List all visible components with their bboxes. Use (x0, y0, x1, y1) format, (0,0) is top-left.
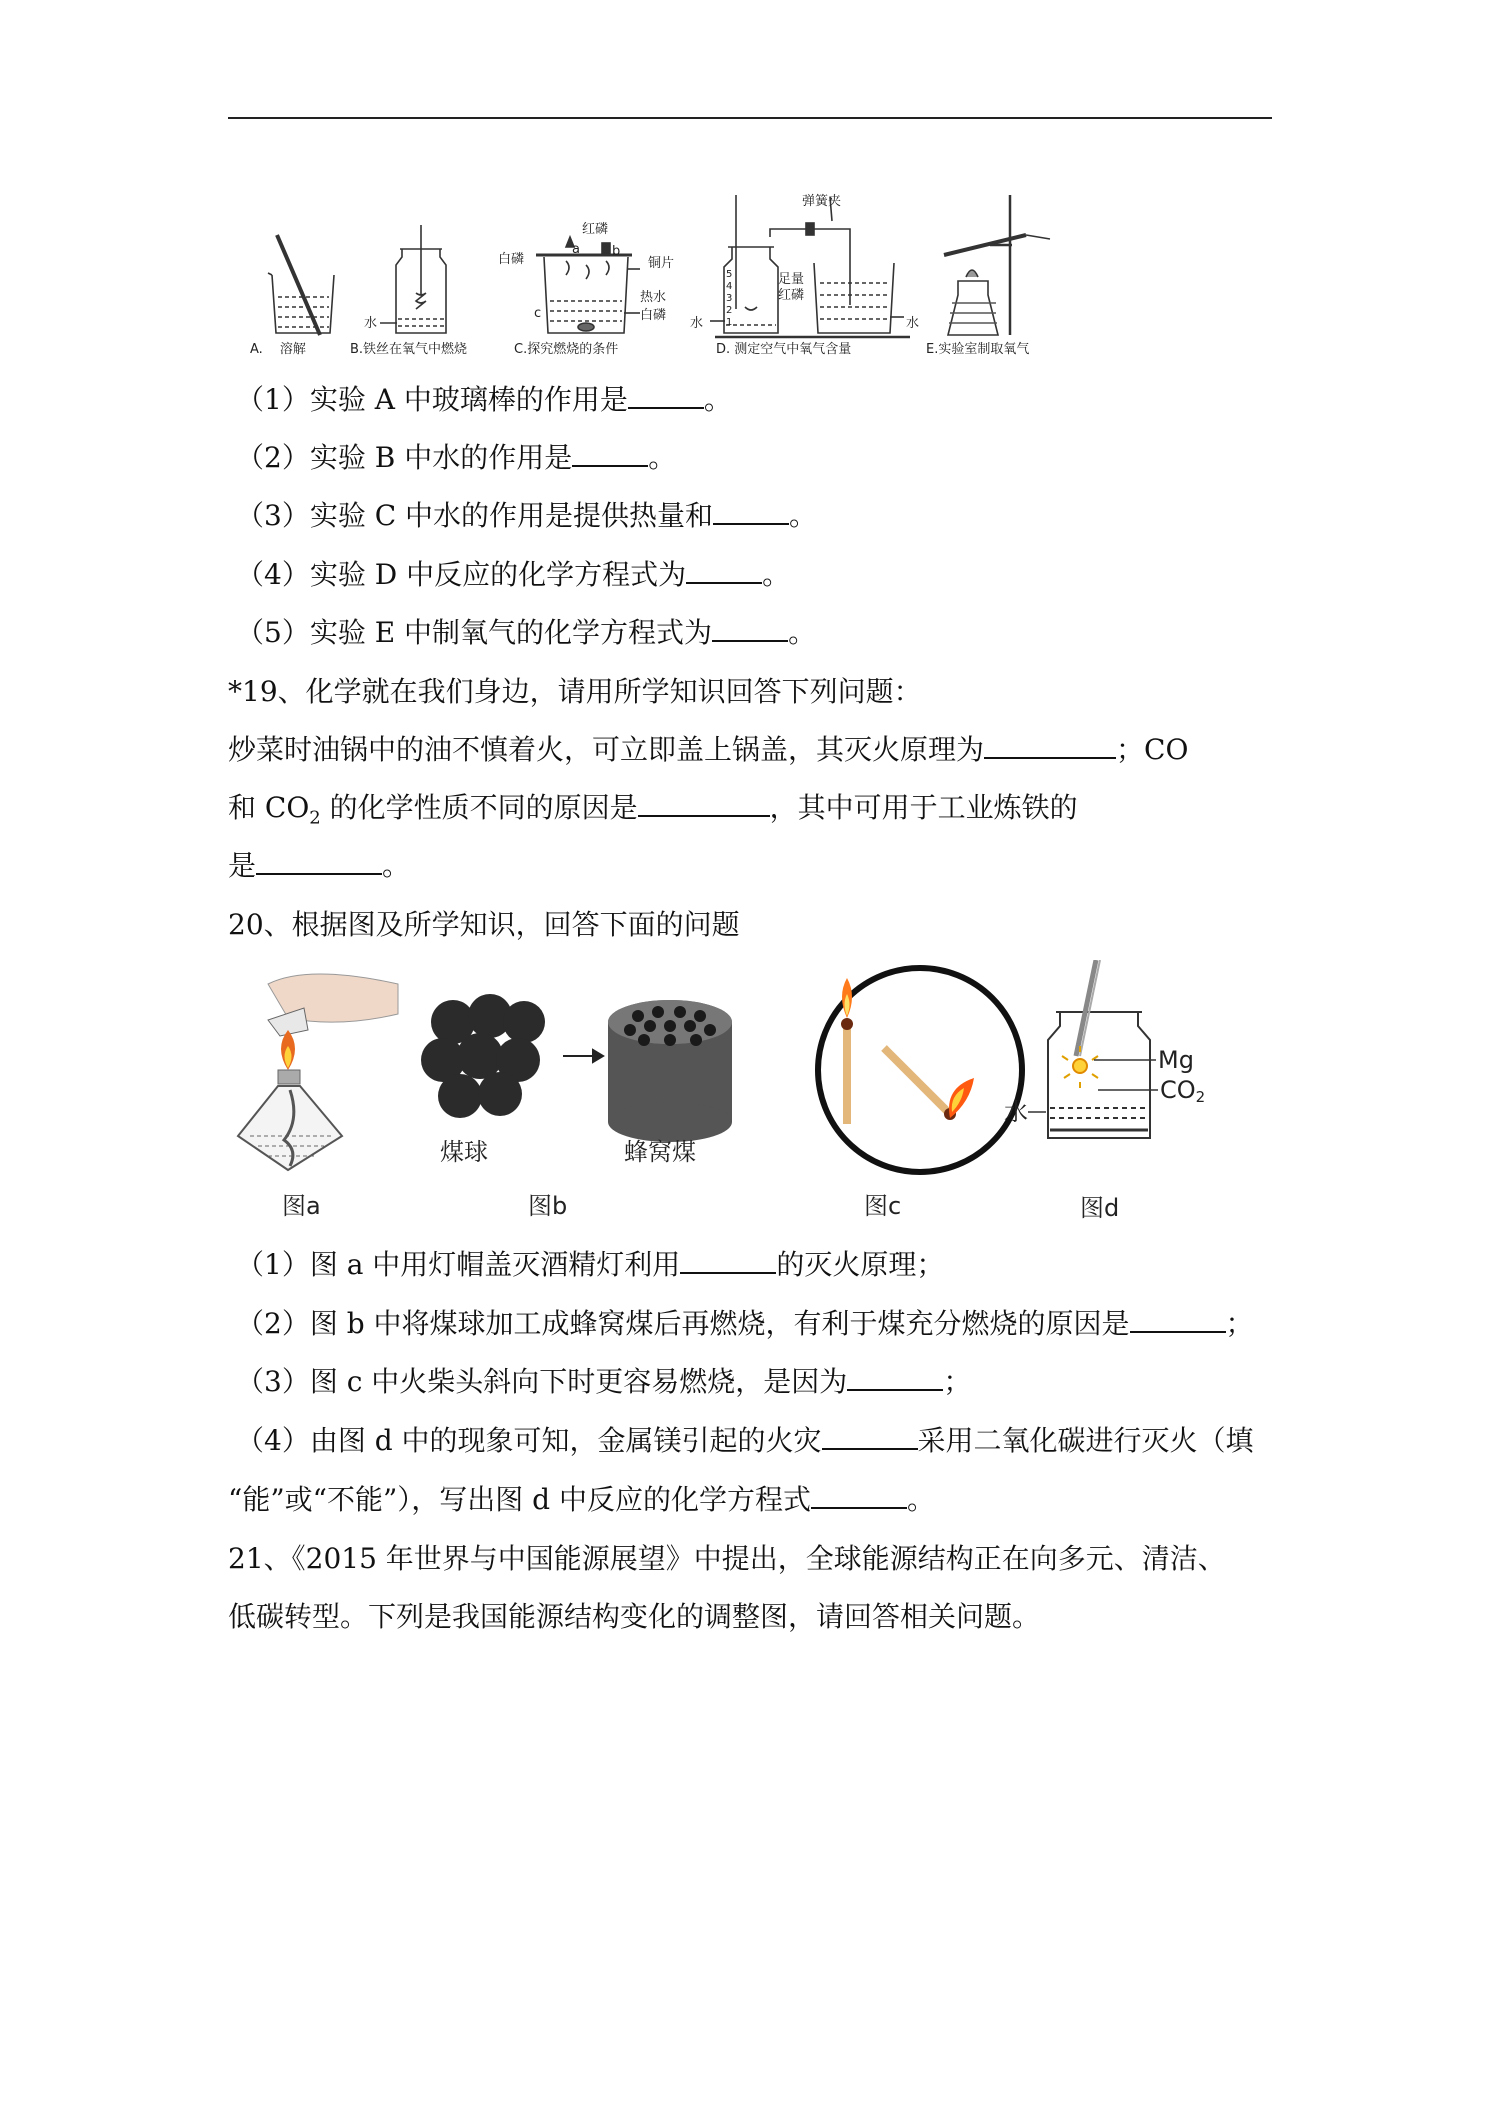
q20-item-2: （2）图 b 中将煤球加工成蜂窝煤后再燃烧，有利于煤充分燃烧的原因是 ； (236, 1307, 1254, 1340)
answer-blank[interactable] (680, 1246, 776, 1274)
q19-line-3: 是 。 (228, 849, 411, 882)
scale-5: 5 (726, 269, 733, 280)
q20-item-3: （3）图 c 中火柴头斜向下时更容易燃烧，是因为 ； (236, 1365, 972, 1398)
caption-fig-d: 图d (1080, 1194, 1120, 1222)
coal-balls-icon (421, 994, 545, 1118)
answer-blank[interactable] (256, 847, 382, 875)
caption-fig-a: 图a (282, 1192, 321, 1220)
mg-co2-jar-icon (1028, 960, 1158, 1138)
q19-line-1: 炒菜时油锅中的油不慎着火，可立即盖上锅盖，其灭火原理为 ；CO (228, 733, 1189, 766)
label-mg: Mg (1158, 1046, 1194, 1074)
q20-item-4: （4）由图 d 中的现象可知，金属镁引起的火灾 采用二氧化碳进行灭火（填 (236, 1424, 1254, 1457)
beaker-a-icon (268, 235, 334, 335)
label-red-p2: 红磷 (778, 288, 805, 303)
q18-item-2: （2）实验 B 中水的作用是 。 (236, 441, 677, 474)
setup-c-icon (536, 237, 640, 333)
caption-b: B.铁丝在氧气中燃烧 (350, 342, 468, 357)
setup-d-icon (710, 195, 910, 337)
label-copper: 铜片 (648, 256, 675, 271)
caption-c: C.探究燃烧的条件 (514, 342, 619, 357)
scale-4: 4 (726, 281, 733, 292)
experiments-figure (250, 185, 1080, 360)
alcohol-lamp-icon (238, 974, 398, 1170)
label-c: c (534, 306, 542, 321)
honeycomb-coal-icon (608, 1000, 732, 1142)
answer-blank[interactable] (713, 497, 789, 525)
label-water-d2: 水 (906, 316, 920, 331)
q21-line-1: 21、《2015 年世界与中国能源展望》中提出，全球能源结构正在向多元、清洁、 (228, 1542, 1226, 1575)
q18-item-4: （4）实验 D 中反应的化学方程式为 。 (236, 558, 791, 591)
label-water-d: 水 (1004, 1098, 1028, 1126)
caption-fig-b: 图b (528, 1192, 568, 1220)
caption-a: A. 溶解 (250, 342, 306, 357)
answer-blank[interactable] (638, 789, 770, 817)
answer-blank[interactable] (847, 1363, 943, 1391)
fire-figure (228, 960, 1268, 1235)
label-a: a (572, 242, 580, 257)
caption-fig-c: 图c (864, 1192, 902, 1220)
header-rule (228, 117, 1272, 119)
q21-line-2: 低碳转型。下列是我国能源结构变化的调整图，请回答相关问题。 (228, 1600, 1041, 1633)
q20-title: 20、根据图及所学知识，回答下面的问题 (228, 908, 740, 941)
jar-b-icon (380, 225, 446, 333)
answer-blank[interactable] (572, 439, 648, 467)
answer-blank[interactable] (822, 1422, 918, 1450)
q20-item-1: （1）图 a 中用灯帽盖灭酒精灯利用 的灭火原理； (236, 1248, 945, 1281)
q18-item-3: （3）实验 C 中水的作用是提供热量和 。 (236, 499, 818, 532)
answer-blank[interactable] (984, 731, 1116, 759)
label-co2: CO2 (1160, 1076, 1206, 1106)
q19-line-2: 和 $CO_2$ 的化学性质不同的原因是 ，其中可用于工业炼铁的 (228, 791, 1078, 829)
matches-icon (818, 968, 1022, 1172)
answer-blank[interactable] (1130, 1305, 1226, 1333)
label-enough: 足量 (778, 272, 805, 287)
q18-item-1: （1）实验 A 中玻璃棒的作用是 。 (236, 383, 732, 416)
scale-3: 3 (726, 293, 733, 304)
label-water-b: 水 (364, 316, 378, 331)
caption-e: E.实验室制取氧气 (926, 342, 1030, 357)
scale-2: 2 (726, 305, 733, 316)
answer-blank[interactable] (811, 1481, 907, 1509)
answer-blank[interactable] (712, 614, 788, 642)
label-honeycomb: 蜂窝煤 (624, 1138, 696, 1166)
q20-item-5: “能”或“不能”），写出图 d 中反应的化学方程式 。 (228, 1483, 936, 1516)
label-b: b (612, 244, 621, 259)
label-water-d1: 水 (690, 316, 704, 331)
answer-blank[interactable] (686, 556, 762, 584)
label-white-p2: 白磷 (640, 308, 667, 323)
caption-d: D. 测定空气中氧气含量 (716, 342, 852, 357)
setup-e-icon (944, 195, 1050, 335)
label-red-p: 红磷 (582, 222, 609, 237)
q19-title: *19、化学就在我们身边，请用所学知识回答下列问题： (228, 675, 922, 708)
arrow-icon (563, 1050, 603, 1062)
label-clamp: 弹簧夹 (802, 194, 842, 209)
label-coal-ball: 煤球 (440, 1138, 488, 1166)
label-white-p: 白磷 (498, 252, 525, 267)
scale-1: 1 (726, 317, 733, 328)
label-hot-water: 热水 (640, 290, 667, 305)
answer-blank[interactable] (628, 381, 704, 409)
q18-item-5: （5）实验 E 中制氧气的化学方程式为 。 (236, 616, 817, 649)
